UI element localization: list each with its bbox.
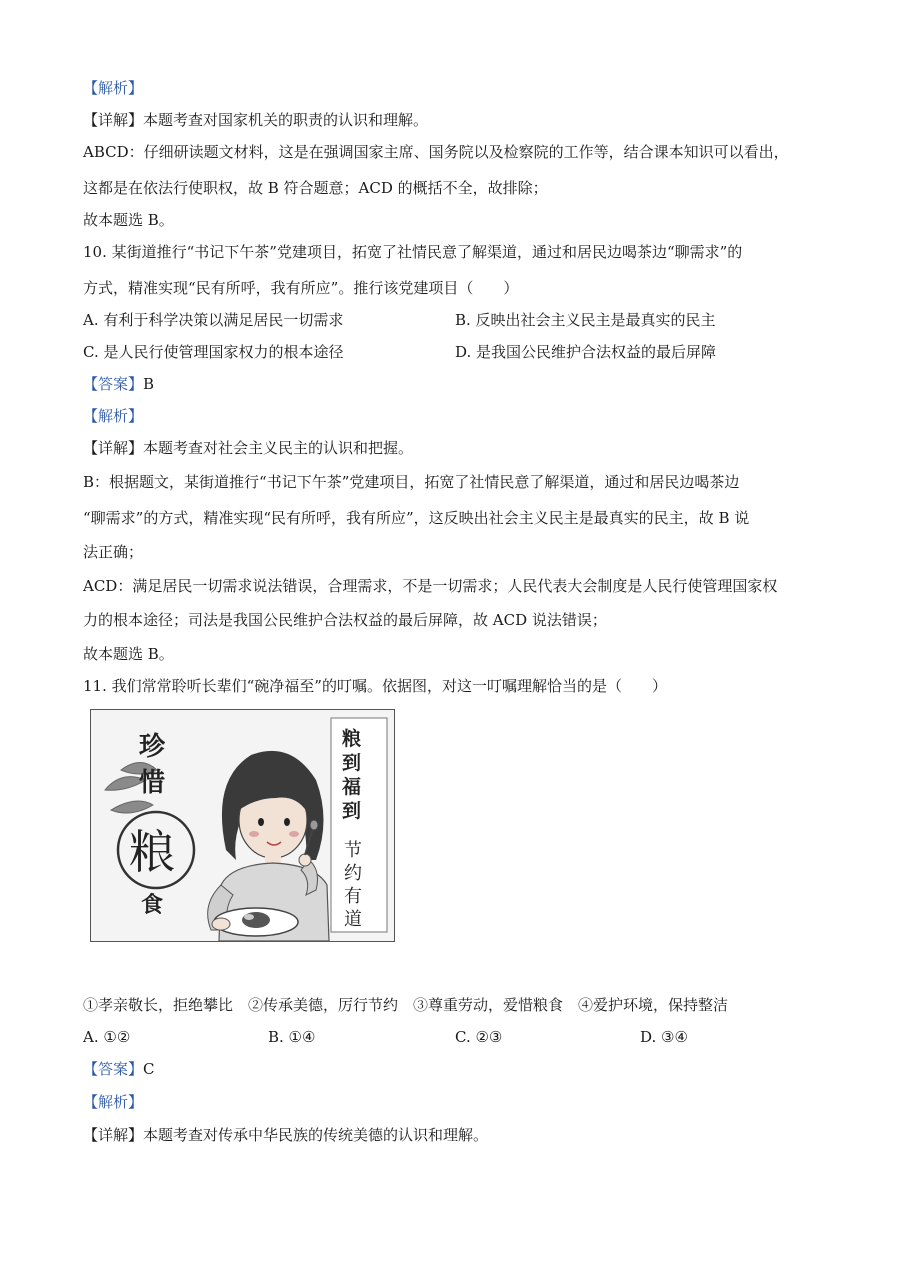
q10-body-line3: 法正确； [83, 543, 144, 561]
q10-option-d: D. 是我国公民维护合法权益的最后屏障 [455, 343, 717, 361]
right-col2-char-3: 有 [344, 886, 362, 907]
q11-analysis-tag: 【解析】 [83, 1093, 144, 1111]
q10-body-line2: “聊需求”的方式，精准实现“民有所呼，我有所应”，这反映出社会主义民主是最真实的民主，故 B 说 [83, 509, 750, 527]
q11-option-c: C. ②③ [455, 1028, 503, 1046]
q10-body-line4: ACD：满足居民一切需求说法错误，合理需求，不是一切需求；人民代表大会制度是人民行使管理国家权 [83, 577, 778, 595]
q9-body-line2: 这都是在依法行使职权，故 B 符合题意；ACD 的概括不全，故排除； [83, 179, 548, 197]
q10-answer-line [83, 374, 154, 394]
q10-stem-line1: 10. 某街道推行“书记下午茶”党建项目，拓宽了社情民意了解渠道，通过和居民边喝茶边“聊需求”的 [83, 243, 743, 261]
left-char-3: 粮 [129, 825, 175, 879]
q10-option-a: A. 有利于科学决策以满足居民一切需求 [83, 311, 344, 329]
q9-analysis-tag: 【解析】 [83, 79, 144, 97]
right-col2-char-4: 道 [344, 909, 362, 930]
q10-option-b: B. 反映出社会主义民主是最真实的民主 [455, 311, 716, 329]
q11-answer-tag: 【答案】 [83, 1060, 144, 1078]
left-char-4: 食 [141, 892, 164, 918]
right-col1-char-2: 到 [342, 752, 362, 774]
q10-answer: B [143, 375, 155, 393]
q10-conclusion: 故本题选 B。 [83, 645, 174, 663]
q11-statements: ①孝亲敬长，拒绝攀比 ②传承美德，厉行节约 ③尊重劳动，爱惜粮食 ④爱护环境，保持整洁 [83, 996, 729, 1014]
q11-option-b: B. ①④ [268, 1028, 316, 1046]
left-char-1: 珍 [139, 732, 166, 762]
q10-detail: 【详解】本题考查对社会主义民主的认识和把握。 [83, 439, 414, 457]
q11-answer: C [143, 1060, 155, 1078]
q9-conclusion: 故本题选 B。 [83, 211, 174, 229]
q10-option-c: C. 是人民行使管理国家权力的根本途径 [83, 343, 344, 361]
q10-stem-line2: 方式，精准实现“民有所呼，我有所应”。推行该党建项目（ ） [83, 279, 519, 297]
q11-option-a: A. ①② [83, 1028, 131, 1046]
left-char-2: 惜 [139, 768, 166, 798]
q11-option-d: D. ③④ [640, 1028, 688, 1046]
right-col2-char-2: 约 [344, 863, 362, 884]
right-col1-char-3: 福 [342, 776, 362, 798]
q11-figure [90, 709, 395, 942]
right-col2-char-1: 节 [344, 840, 362, 861]
q11-answer-line [83, 1059, 155, 1079]
right-col1-char-1: 粮 [342, 728, 362, 750]
right-col1-char-4: 到 [342, 800, 362, 822]
q10-analysis-tag: 【解析】 [83, 407, 144, 425]
q11-stem: 11. 我们常常聆听长辈们“碗净福至”的叮嘱。依据图，对这一叮嘱理解恰当的是（ ） [83, 677, 667, 695]
q10-body-line5: 力的根本途径；司法是我国公民维护合法权益的最后屏障，故 ACD 说法错误； [83, 611, 607, 629]
q9-detail: 【详解】本题考查对国家机关的职责的认识和理解。 [83, 111, 429, 129]
q9-body-line1: ABCD：仔细研读题文材料，这是在强调国家主席、国务院以及检察院的工作等，结合课本知识可以看出， [83, 143, 789, 161]
q10-answer-tag: 【答案】 [83, 375, 144, 393]
q10-body-line1: B：根据题文，某街道推行“书记下午茶”党建项目，拓宽了社情民意了解渠道，通过和居民边喝茶边 [83, 473, 740, 491]
q11-detail: 【详解】本题考查对传承中华民族的传统美德的认识和理解。 [83, 1126, 489, 1144]
